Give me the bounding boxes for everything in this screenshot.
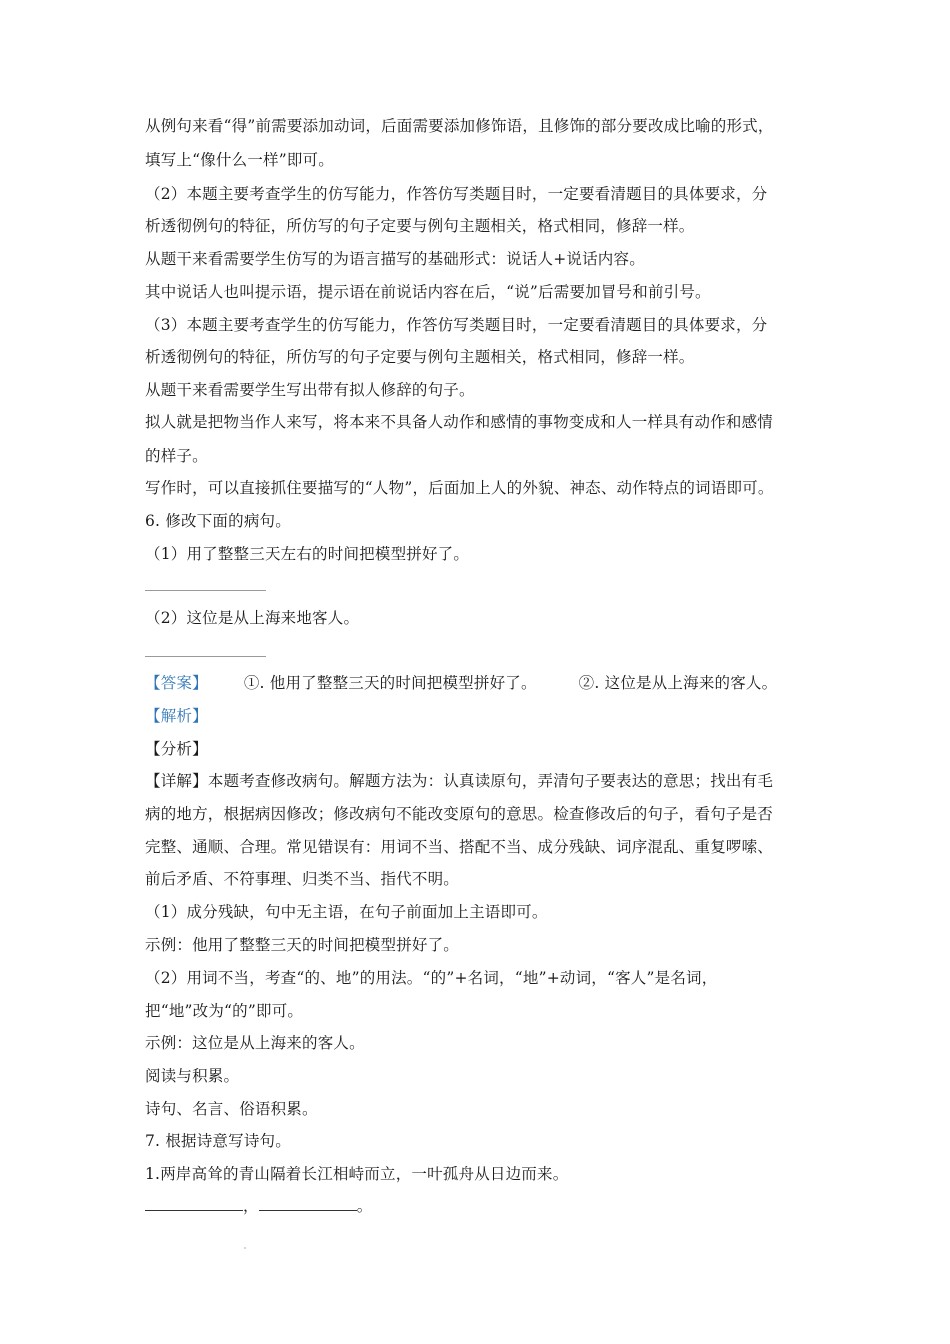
answer-blank-2[interactable] <box>145 656 266 657</box>
text-line: 析透彻例句的特征，所仿写的句子定要与例句主题相关，格式相同，修辞一样。 <box>145 348 695 366</box>
text-line: 其中说话人也叫提示语，提示语在前说话内容在后，“说”后需要加冒号和前引号。 <box>145 283 711 301</box>
detail-line <box>145 771 815 791</box>
text-line: 把“地”改为“的”即可。 <box>145 1002 304 1020</box>
question-6-title: 6. 修改下面的病句。 <box>145 512 291 530</box>
answer-blank-1[interactable] <box>145 590 266 591</box>
detail-text: 本题考查修改病句。解题方法为：认真读原句，弄清句子要表达的意思；找出有毛 <box>207 772 774 790</box>
text-line: （1）成分残缺，句中无主语，在句子前面加上主语即可。 <box>145 903 548 921</box>
text-line: 示例：这位是从上海来的客人。 <box>145 1034 365 1052</box>
text-line: 从例句来看“得”前需要添加动词，后面需要添加修饰语，且修饰的部分要改成比喻的形式， <box>145 117 774 135</box>
answer-line <box>145 673 815 693</box>
text-line: 病的地方，根据病因修改；修改病句不能改变原句的意思。检查修改后的句子，看句子是否 <box>145 805 774 823</box>
footer-mark <box>244 1247 246 1249</box>
text-line: 写作时，可以直接抓住要描写的“人物”，后面加上人的外貌、神态、动作特点的词语即可。 <box>145 479 774 497</box>
text-line: （2）用词不当，考查“的、地”的用法。“的”+名词，“地”+动词，“客人”是名词， <box>145 969 718 987</box>
poem-period: 。 <box>356 1197 373 1215</box>
text-line: 填写上“像什么一样”即可。 <box>145 151 334 169</box>
text-line: 拟人就是把物当作人来写，将本来不具备人动作和感情的事物变成和人一样具有动作和感情 <box>145 413 774 431</box>
poem-blank-2[interactable] <box>259 1196 357 1211</box>
text-line: 示例：他用了整整三天的时间把模型拼好了。 <box>145 936 460 954</box>
poem-answer-line <box>145 1196 815 1216</box>
poem-comma: ， <box>243 1197 259 1215</box>
question-7-item-1: 1.两岸高耸的青山隔着长江相峙而立，一叶孤舟从日边而来。 <box>145 1165 569 1183</box>
text-line: 的样子。 <box>145 447 208 465</box>
answer-item-1: ①. 他用了整整三天的时间把模型拼好了。 <box>243 674 537 692</box>
detail-tag: 【详解】 <box>145 772 208 790</box>
text-line: 从题干来看需要学生仿写的为语言描写的基础形式：说话人+说话内容。 <box>145 250 645 268</box>
question-6-item-1: （1）用了整整三天左右的时间把模型拼好了。 <box>145 545 470 563</box>
question-7-title: 7. 根据诗意写诗句。 <box>145 1132 291 1150</box>
poem-blank-1[interactable] <box>145 1196 243 1211</box>
text-line: 从题干来看需要学生写出带有拟人修辞的句子。 <box>145 381 475 399</box>
answer-item-2: ②. 这位是从上海来的客人。 <box>578 674 778 692</box>
section-subtitle: 诗句、名言、俗语积累。 <box>145 1100 318 1118</box>
question-6-item-2: （2）这位是从上海来地客人。 <box>145 609 360 627</box>
section-title: 阅读与积累。 <box>145 1067 240 1085</box>
answer-tag: 【答案】 <box>145 674 208 692</box>
analysis-tag: 【解析】 <box>145 707 208 725</box>
text-line: 前后矛盾、不符事理、归类不当、指代不明。 <box>145 870 460 888</box>
text-line: 完整、通顺、合理。常见错误有：用词不当、搭配不当、成分残缺、词序混乱、重复啰嗦、 <box>145 838 774 856</box>
text-line: （3）本题主要考查学生的仿写能力，作答仿写类题目时，一定要看清题目的具体要求，分 <box>145 316 768 334</box>
text-line: （2）本题主要考查学生的仿写能力，作答仿写类题目时，一定要看清题目的具体要求，分 <box>145 185 768 203</box>
text-line: 析透彻例句的特征，所仿写的句子定要与例句主题相关，格式相同，修辞一样。 <box>145 217 695 235</box>
fenxi-tag: 【分析】 <box>145 740 208 758</box>
